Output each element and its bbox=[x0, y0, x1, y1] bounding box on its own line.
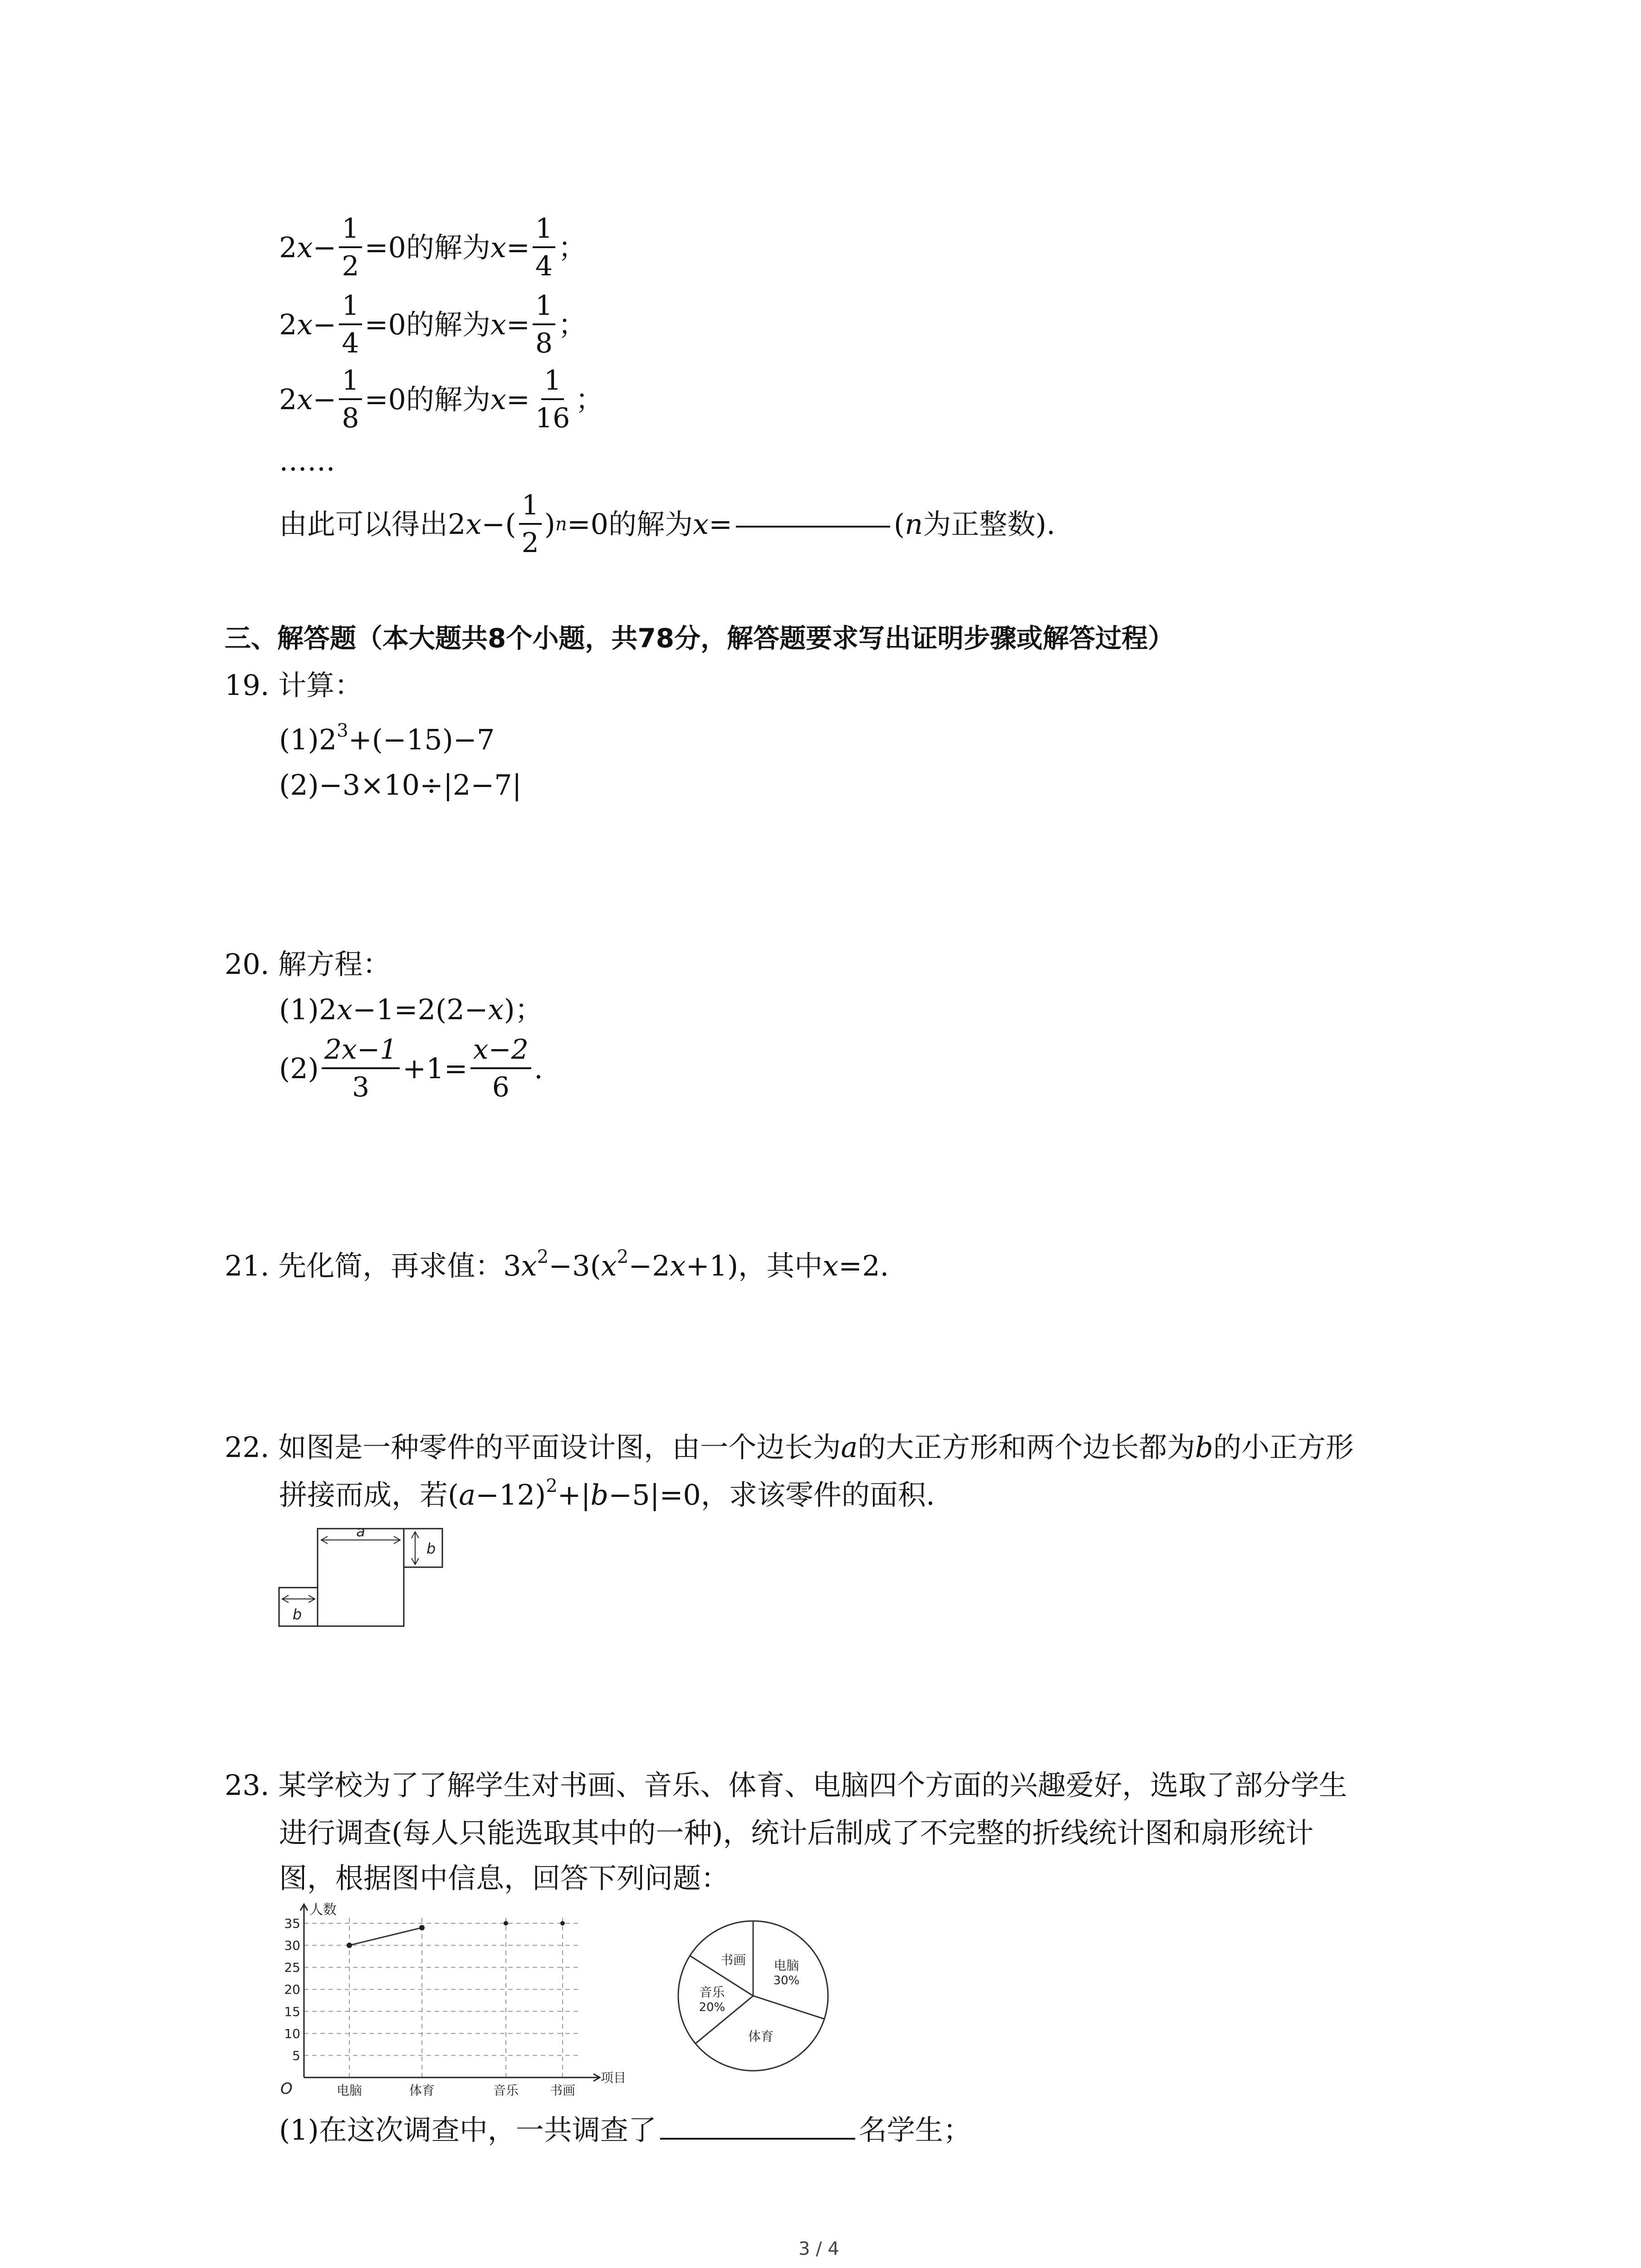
fraction bbox=[470, 1034, 531, 1103]
sequence-row-2 bbox=[279, 290, 586, 359]
var: x bbox=[490, 383, 506, 416]
text: =0的解为 bbox=[364, 231, 490, 264]
var: x bbox=[297, 231, 313, 264]
text: +1)，其中 bbox=[686, 1249, 823, 1282]
slice-percent: 20% bbox=[699, 2000, 725, 2014]
text: +| bbox=[557, 1478, 591, 1511]
data-point bbox=[347, 1943, 352, 1948]
q19-label: 19. 计算： bbox=[225, 669, 363, 702]
q19-part2: (2)−3×10÷|2−7| bbox=[279, 768, 522, 802]
part-design-figure bbox=[272, 1522, 463, 1635]
text: 由此可以得出2 bbox=[279, 508, 466, 541]
slice-label: 体育 bbox=[748, 2029, 774, 2044]
text: = bbox=[506, 383, 530, 416]
q20-label: 20. 解方程： bbox=[225, 948, 391, 981]
sequence-row-1 bbox=[279, 213, 586, 282]
numerator: 1 bbox=[519, 490, 542, 525]
x-tick-label: 音乐 bbox=[493, 2083, 519, 2098]
exponent: n bbox=[555, 514, 567, 535]
text: =0的解为 bbox=[364, 383, 490, 416]
slice-label: 电脑 bbox=[774, 1958, 799, 1973]
numerator: 1 bbox=[533, 290, 555, 325]
ellipsis: …… bbox=[279, 444, 335, 477]
var: x bbox=[693, 508, 709, 541]
denominator: 4 bbox=[535, 250, 553, 282]
q23-sub1 bbox=[279, 2113, 971, 2146]
section-title: 三、解答题（本大题共8个小题，共78分，解答题要求写出证明步骤或解答过程） bbox=[225, 623, 1175, 654]
text: ) bbox=[544, 508, 555, 541]
x-axis-label: 项目 bbox=[601, 2070, 627, 2085]
denominator: 3 bbox=[352, 1071, 370, 1103]
var: x bbox=[337, 993, 353, 1026]
y-tick-label: 30 bbox=[284, 1938, 300, 1953]
fraction bbox=[322, 1034, 400, 1103]
fraction bbox=[533, 365, 573, 434]
var: x bbox=[297, 308, 313, 341]
text: ； bbox=[558, 231, 587, 264]
text: (1)2 bbox=[279, 993, 337, 1026]
text: −5|=0，求该零件的面积. bbox=[608, 1478, 935, 1511]
var: x bbox=[823, 1249, 839, 1282]
text: +1= bbox=[402, 1052, 468, 1085]
text: ； bbox=[558, 308, 587, 341]
text: =2. bbox=[838, 1249, 889, 1282]
answer-blank[interactable] bbox=[736, 521, 890, 528]
text: − bbox=[313, 308, 337, 341]
line-chart bbox=[272, 1901, 635, 2100]
text: 22. 如图是一种零件的平面设计图，由一个边长为 bbox=[225, 1431, 841, 1464]
exponent: 2 bbox=[546, 1476, 558, 1496]
y-tick-label: 15 bbox=[284, 2004, 300, 2019]
fraction bbox=[533, 213, 555, 282]
numerator: 1 bbox=[339, 213, 362, 248]
text: +(−15)−7 bbox=[348, 723, 495, 756]
denominator: 2 bbox=[521, 527, 539, 559]
numerator: 1 bbox=[339, 290, 362, 325]
text: −( bbox=[481, 508, 516, 541]
text: =0的解为 bbox=[567, 508, 693, 541]
var: x bbox=[601, 1249, 617, 1282]
text: ； bbox=[575, 383, 604, 416]
numerator: 1 bbox=[339, 365, 362, 400]
x-tick-label: 书画 bbox=[549, 2083, 576, 2098]
fraction bbox=[339, 213, 362, 282]
series-line bbox=[349, 1928, 422, 1945]
q21-text bbox=[225, 1246, 889, 1282]
x-tick-label: 体育 bbox=[409, 2083, 435, 2098]
denominator: 6 bbox=[492, 1071, 509, 1103]
label-a: a bbox=[356, 1523, 365, 1540]
text: − bbox=[313, 383, 337, 416]
slice-label: 书画 bbox=[720, 1952, 746, 1968]
q23-line1: 23. 某学校为了了解学生对书画、音乐、体育、电脑四个方面的兴趣爱好，选取了部分学生 bbox=[225, 1769, 1347, 1802]
text: = bbox=[506, 231, 530, 264]
fraction bbox=[519, 490, 542, 559]
grid-dot bbox=[504, 1921, 508, 1926]
sequence-row-3 bbox=[279, 365, 603, 434]
text: −12) bbox=[475, 1478, 546, 1511]
text: 2 bbox=[279, 308, 297, 341]
y-tick-label: 35 bbox=[284, 1916, 300, 1931]
text: 拼接而成，若( bbox=[279, 1478, 459, 1511]
text: (2) bbox=[279, 1052, 319, 1085]
text: =0的解为 bbox=[364, 308, 490, 341]
label-b: b bbox=[292, 1606, 302, 1623]
denominator: 8 bbox=[535, 327, 553, 359]
y-tick-label: 25 bbox=[284, 1960, 300, 1975]
slice-percent: 30% bbox=[773, 1974, 800, 1988]
numerator: 1 bbox=[541, 365, 564, 400]
exponent: 3 bbox=[337, 720, 348, 741]
text: −2 bbox=[628, 1249, 670, 1282]
q22-line1 bbox=[225, 1431, 1354, 1464]
grid-dot bbox=[560, 1921, 565, 1926]
fraction bbox=[339, 290, 362, 359]
pie-chart bbox=[667, 1910, 839, 2082]
numerator: 2x−1 bbox=[322, 1034, 400, 1069]
text: 2 bbox=[279, 383, 297, 416]
text: = bbox=[506, 308, 530, 341]
q19-part1 bbox=[279, 720, 495, 756]
var: x bbox=[670, 1249, 686, 1282]
q22-line2 bbox=[279, 1476, 935, 1511]
var: x bbox=[297, 383, 313, 416]
var: a bbox=[841, 1431, 858, 1464]
text: − bbox=[313, 231, 337, 264]
text: 的大正方形和两个边长都为 bbox=[857, 1431, 1195, 1464]
origin-label: O bbox=[280, 2080, 293, 2098]
text: = bbox=[709, 508, 733, 541]
exponent: 2 bbox=[617, 1246, 629, 1267]
q20-part1 bbox=[279, 993, 543, 1026]
q23-line3: 图，根据图中信息，回答下列问题： bbox=[279, 1862, 730, 1895]
exponent: 2 bbox=[537, 1246, 549, 1267]
var: x bbox=[465, 508, 482, 541]
denominator: 4 bbox=[342, 327, 359, 359]
text: 2 bbox=[279, 231, 297, 264]
q23-line2: 进行调查(每人只能选取其中的一种)，统计后制成了不完整的折线统计图和扇形统计 bbox=[279, 1816, 1314, 1849]
label-b: b bbox=[426, 1540, 436, 1557]
var: x bbox=[490, 231, 506, 264]
sequence-conclusion bbox=[279, 490, 1055, 559]
var: n bbox=[905, 508, 923, 541]
numerator: x−2 bbox=[470, 1034, 531, 1069]
small-square-right bbox=[404, 1529, 442, 1567]
slice-label: 音乐 bbox=[699, 1984, 725, 2000]
big-square bbox=[318, 1529, 404, 1626]
var: b bbox=[590, 1478, 609, 1511]
text: 的小正方形 bbox=[1213, 1431, 1354, 1464]
x-tick-label: 电脑 bbox=[336, 2083, 362, 2098]
y-tick-label: 5 bbox=[292, 2048, 300, 2063]
y-tick-label: 20 bbox=[284, 1982, 300, 1997]
text: ( bbox=[894, 508, 905, 541]
answer-blank[interactable] bbox=[660, 2133, 855, 2140]
denominator: 2 bbox=[342, 250, 359, 282]
text: −3( bbox=[549, 1249, 601, 1282]
text: 为正整数). bbox=[923, 508, 1056, 541]
q20-part2 bbox=[279, 1034, 543, 1103]
text: (1)2 bbox=[279, 723, 337, 756]
var: x bbox=[521, 1249, 537, 1282]
var: x bbox=[490, 308, 506, 341]
fraction bbox=[533, 290, 555, 359]
text: 21. 先化简，再求值：3 bbox=[225, 1249, 521, 1282]
page-number: 3 / 4 bbox=[798, 2239, 839, 2259]
y-axis-label: 人数 bbox=[309, 1902, 337, 1918]
denominator: 16 bbox=[535, 402, 570, 434]
fraction bbox=[339, 365, 362, 434]
text: 名学生； bbox=[858, 2113, 971, 2146]
var: b bbox=[1195, 1431, 1213, 1464]
var: x bbox=[488, 993, 504, 1026]
text: . bbox=[534, 1052, 543, 1085]
data-point bbox=[419, 1925, 425, 1931]
denominator: 8 bbox=[342, 402, 359, 434]
text: −1=2(2− bbox=[353, 993, 488, 1026]
text: )； bbox=[504, 993, 543, 1026]
text: (1)在这次调查中，一共调查了 bbox=[279, 2113, 656, 2146]
var: a bbox=[459, 1478, 476, 1511]
y-tick-label: 10 bbox=[284, 2026, 300, 2041]
numerator: 1 bbox=[533, 213, 555, 248]
